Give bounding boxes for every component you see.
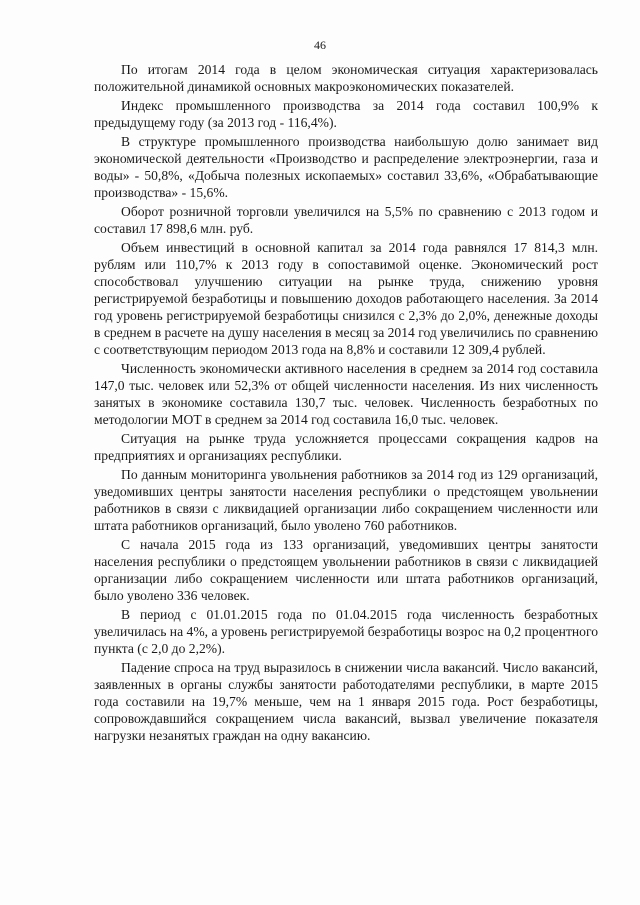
paragraph-industrial-index: Индекс промышленного производства за 2014 года составил 100,9% к предыдущему году (за 2013 год - 116,4%).: [94, 98, 598, 130]
paragraph-active-population: Численность экономически активного населения в среднем за 2014 год составила 147,0 тыс. человек или 52,3% от общей численности населения. Из них численность занятых в экономике составила 130,7 тыс. человек. Численность безработных по методологии МОТ в среднем за 2014 год составила 16,0 тыс. человек.: [94, 361, 598, 427]
paragraph-economic-summary: По итогам 2014 года в целом экономическая ситуация характеризовалась положительной динамикой основных макроэкономических показателей.: [94, 62, 598, 94]
paragraph-investment: Объем инвестиций в основной капитал за 2014 года равнялся 17 814,3 млн. рублям или 110,7% к 2013 году в сопоставимой оценке. Экономический рост способствовал улучшению ситуации на рынке труда, снижению уровня регистрируемой безработицы и повышению доходов работающего населения. За 2014 год уровень регистрируемой безработицы снизился с 2,3% до 2,0%, денежные доходы в среднем в расчете на душу населения в месяц за 2014 год увеличились по сравнению с соответствующим периодом 2013 года на 8,8% и составили 12 309,4 рублей.: [94, 240, 598, 357]
paragraph-vacancies: Падение спроса на труд выразилось в снижении числа вакансий. Число вакансий, заявленных в органы службы занятости работодателями республики, в марте 2015 года составили на 19,7% меньше, чем на 1 января 2015 года. Рост безработицы, сопровождавшийся сокращением числа вакансий, вызвал увеличение показателя нагрузки незанятых граждан на одну вакансию.: [94, 660, 598, 743]
paragraph-labor-market: Ситуация на рынке труда усложняется процессами сокращения кадров на предприятиях и организациях республики.: [94, 431, 598, 463]
paragraph-retail-turnover: Оборот розничной торговли увеличился на 5,5% по сравнению с 2013 годом и составил 17 898,6 млн. руб.: [94, 204, 598, 236]
paragraph-unemployment-growth: В период с 01.01.2015 года по 01.04.2015 года численность безработных увеличилась на 4%, а уровень регистрируемой безработицы возрос на 0,2 процентного пункта (с 2,0 до 2,2%).: [94, 607, 598, 656]
paragraph-industry-structure: В структуре промышленного производства наибольшую долю занимает вид экономической деятельности «Производство и распределение электроэнергии, газа и воды» - 50,8%, «Добыча полезных ископаемых» составил 33,6%, «Обрабатывающие производства» - 15,6%.: [94, 134, 598, 200]
page-number: 46: [314, 38, 326, 52]
paragraph-dismissals-2014: По данным мониторинга увольнения работников за 2014 год из 129 организаций, уведомивших центры занятости населения республики о предстоящем увольнении работников в связи с ликвидацией организации либо сокращением численности или штата работников организаций, было уволено 760 работников.: [94, 467, 598, 533]
document-body: [94, 61, 598, 746]
paragraph-dismissals-2015: С начала 2015 года из 133 организаций, уведомивших центры занятости населения республики о предстоящем увольнении работников в связи с ликвидацией организации либо сокращением численности или штата работников организаций, было уволено 336 человек.: [94, 537, 598, 603]
